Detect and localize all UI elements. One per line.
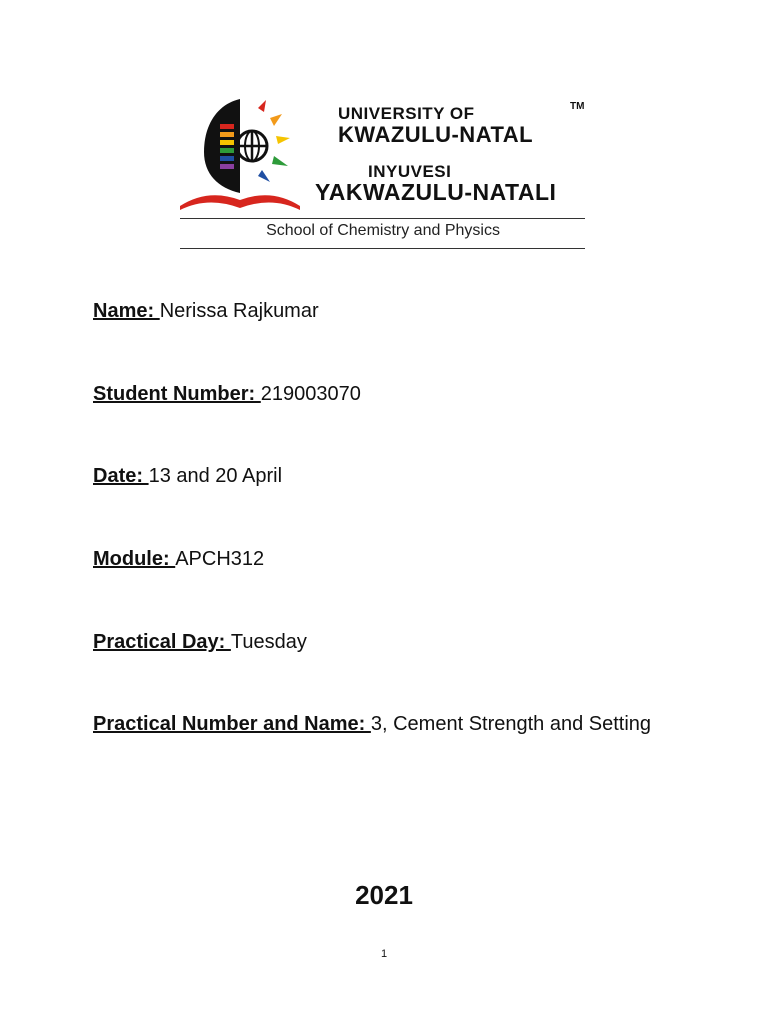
field-student-number-label: Student Number:: [93, 383, 261, 405]
field-date-label: Date:: [93, 465, 149, 487]
field-practical-day-value: Tuesday: [230, 631, 307, 653]
logo-line-university-of: UNIVERSITY OF: [338, 104, 475, 123]
field-date: [93, 460, 693, 492]
logo-line-yakwazulu-natali: YAKWAZULU-NATALI: [315, 179, 557, 205]
field-module-value: APCH312: [175, 548, 265, 570]
field-name-value: Nerissa Rajkumar: [159, 300, 319, 322]
field-practical-day: [93, 626, 693, 658]
field-module: [93, 543, 693, 575]
field-student-number-value: 219003070: [260, 383, 361, 405]
field-practical-number-name: [93, 708, 693, 740]
logo-divider-top: [180, 218, 585, 219]
school-name: School of Chemistry and Physics: [266, 222, 500, 239]
field-module-label: Module:: [93, 548, 176, 570]
logo-line-inyuvesi: INYUVESI: [368, 162, 452, 181]
ukzn-emblem-icon: [178, 96, 308, 214]
field-practical-day-label: Practical Day:: [93, 631, 231, 653]
field-name-label: Name:: [93, 300, 160, 322]
logo-divider-bottom: [180, 248, 585, 249]
logo-line-kwazulu-natal: KWAZULU-NATAL: [338, 122, 534, 147]
field-practical-value: 3, Cement Strength and Setting: [370, 713, 652, 735]
trademark-mark: TM: [570, 101, 585, 112]
university-logo: [178, 96, 588, 252]
field-date-value: 13 and 20 April: [148, 465, 283, 487]
field-practical-label: Practical Number and Name:: [93, 713, 371, 735]
field-student-number: [93, 378, 693, 410]
page-number: 1: [380, 948, 388, 960]
field-name: [93, 295, 693, 327]
year-heading: 2021: [355, 880, 413, 910]
